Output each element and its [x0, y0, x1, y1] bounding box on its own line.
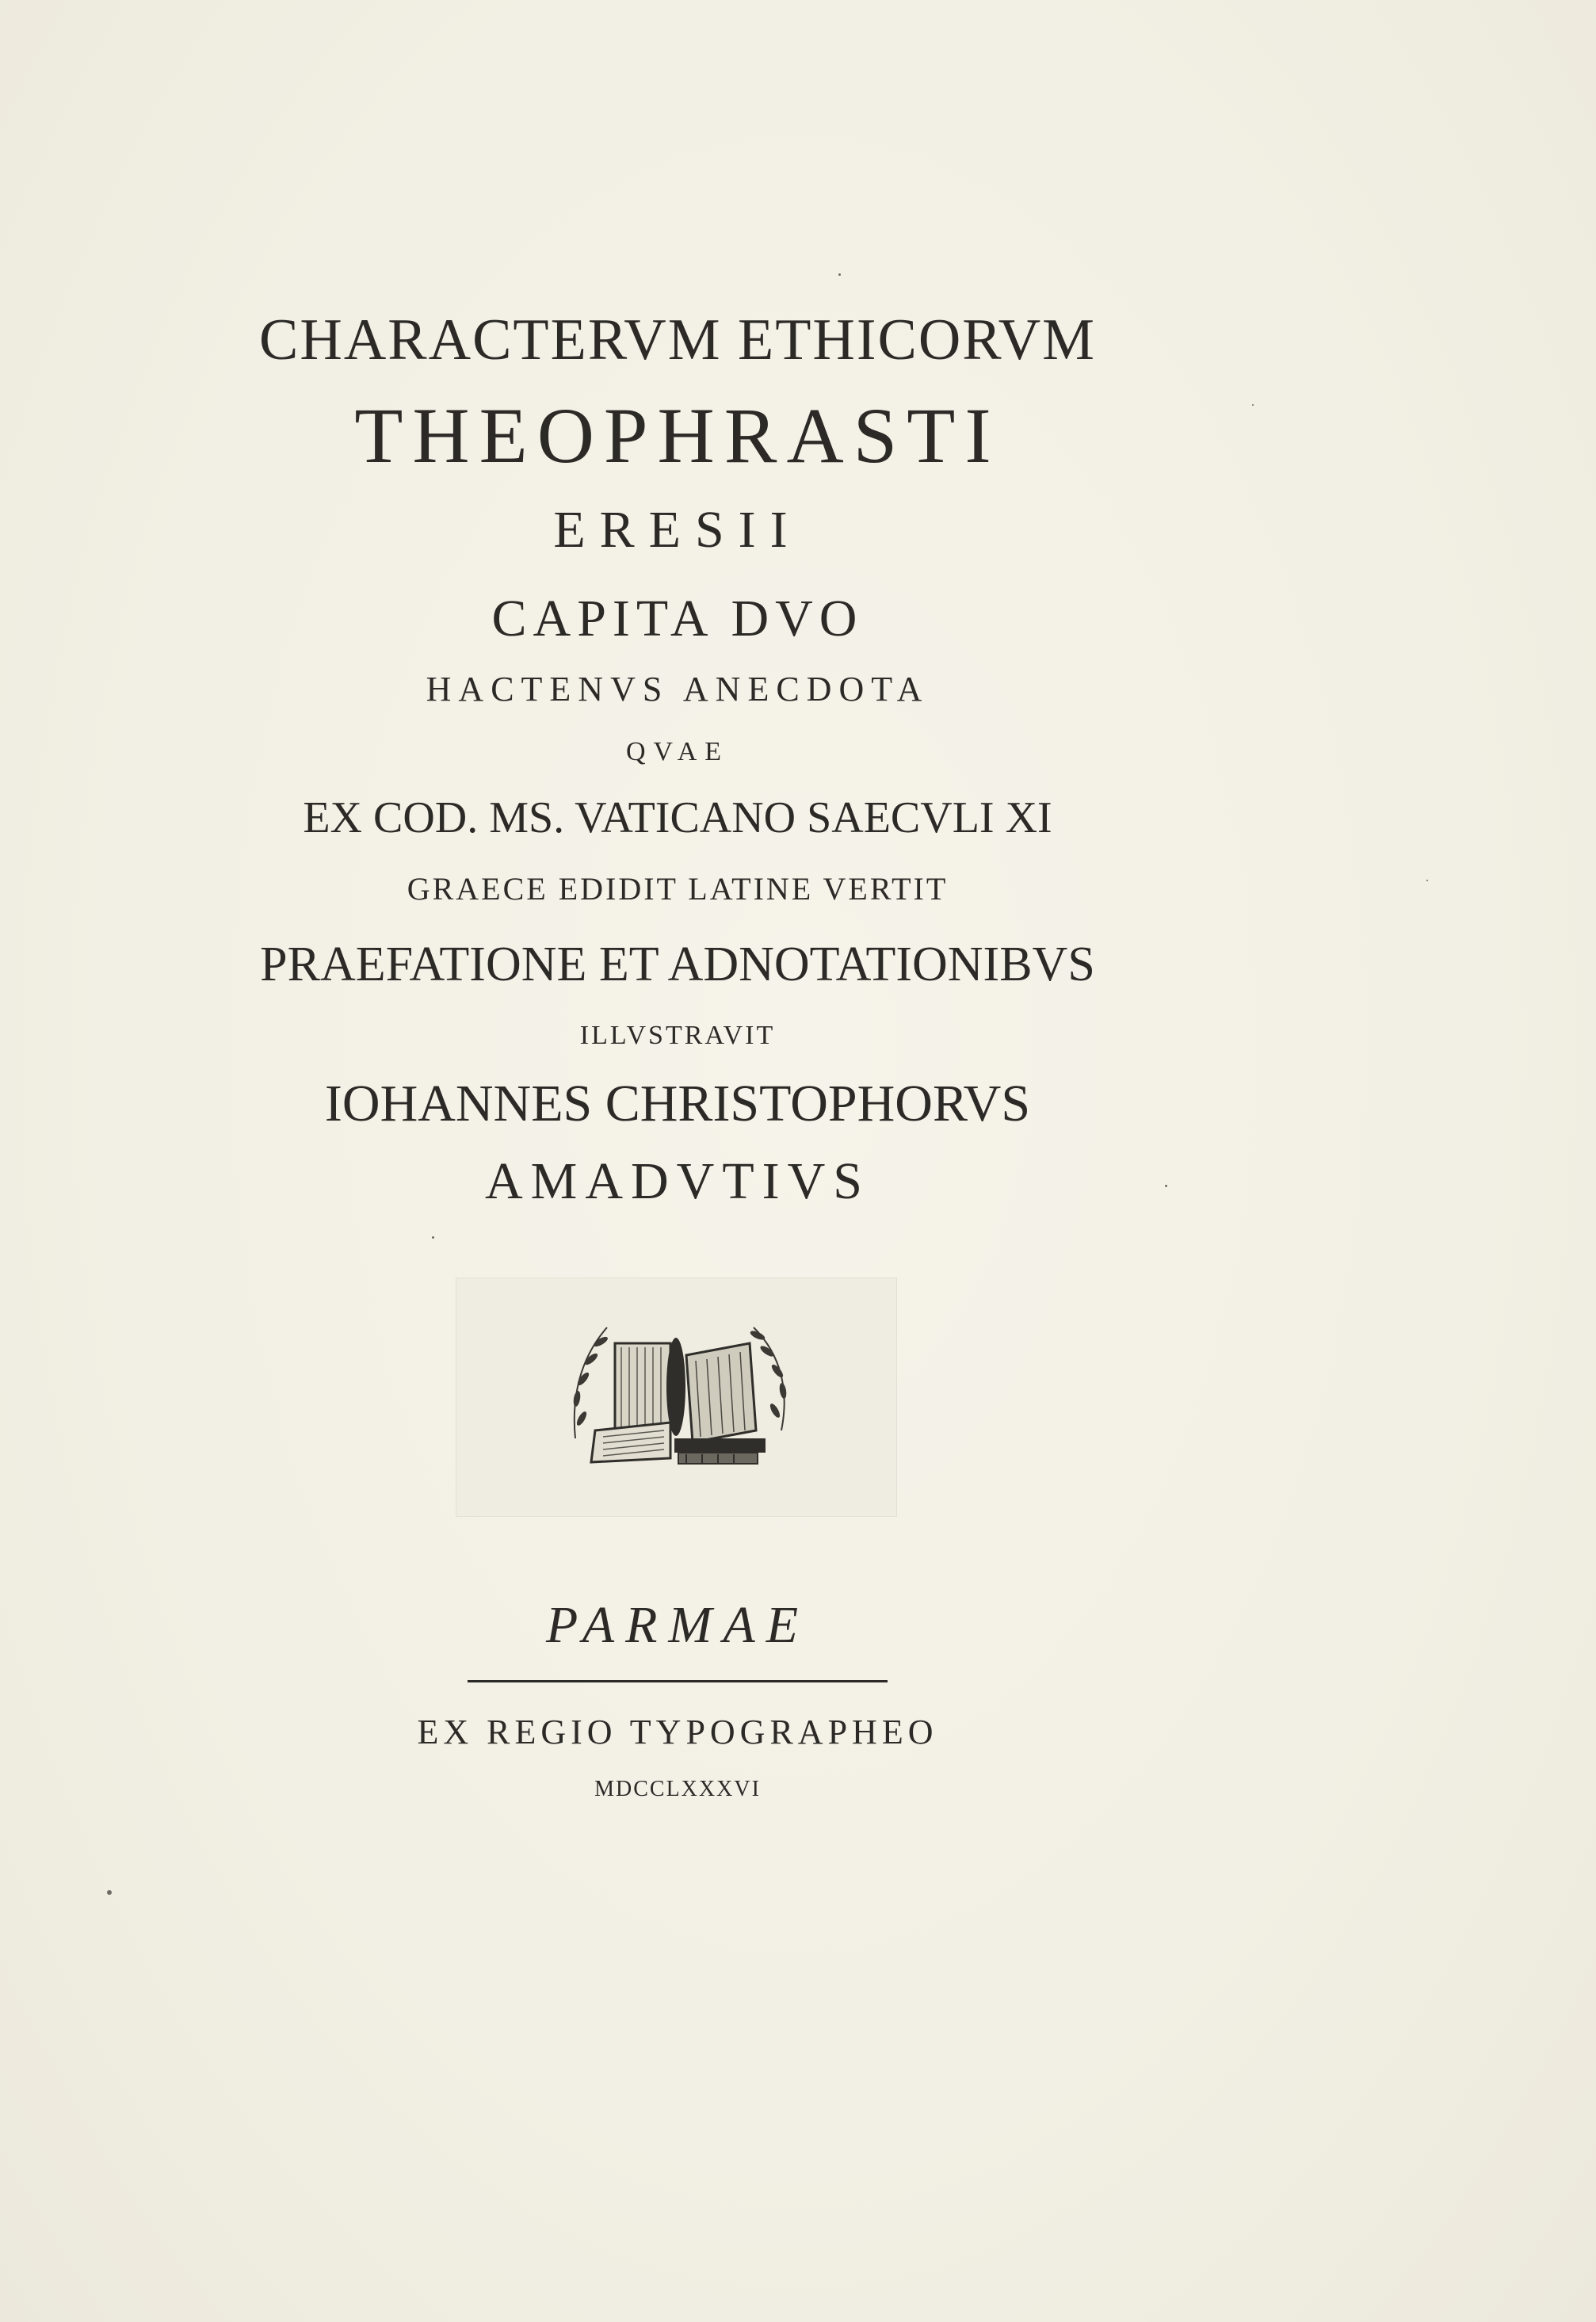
imprint-place: PARMAE — [545, 1596, 810, 1654]
title-line-capita-duo: CAPITA DVO — [491, 590, 864, 647]
author-surname: AMADVTIVS — [485, 1152, 870, 1210]
title-line-theophrasti: THEOPHRASTI — [354, 391, 1001, 479]
title-line-praefatione: PRAEFATIONE ET ADNOTATIONIBVS — [260, 938, 1095, 991]
title-line-illustravit: ILLVSTRAVIT — [579, 1021, 776, 1050]
engraved-books-laurel-vignette-icon — [559, 1312, 797, 1474]
title-line-eresii: ERESII — [553, 501, 802, 559]
title-line-characterum: CHARACTERVM ETHICORVM — [259, 307, 1096, 372]
imprint-year: MDCCLXXXVI — [594, 1777, 761, 1801]
title-line-hactenus: HACTENVS ANECDOTA — [426, 670, 930, 708]
title-line-quae: QVAE — [625, 737, 730, 766]
author-name: IOHANNES CHRISTOPHORVS — [324, 1075, 1031, 1132]
vignette-plate — [456, 1277, 897, 1517]
title-line-graece: GRAECE EDIDIT LATINE VERTIT — [407, 871, 949, 907]
title-line-ex-cod: EX COD. MS. VATICANO SAECVLI XI — [303, 793, 1052, 842]
imprint-printer: EX REGIO TYPOGRAPHEO — [417, 1713, 938, 1751]
imprint-rule — [468, 1680, 888, 1682]
